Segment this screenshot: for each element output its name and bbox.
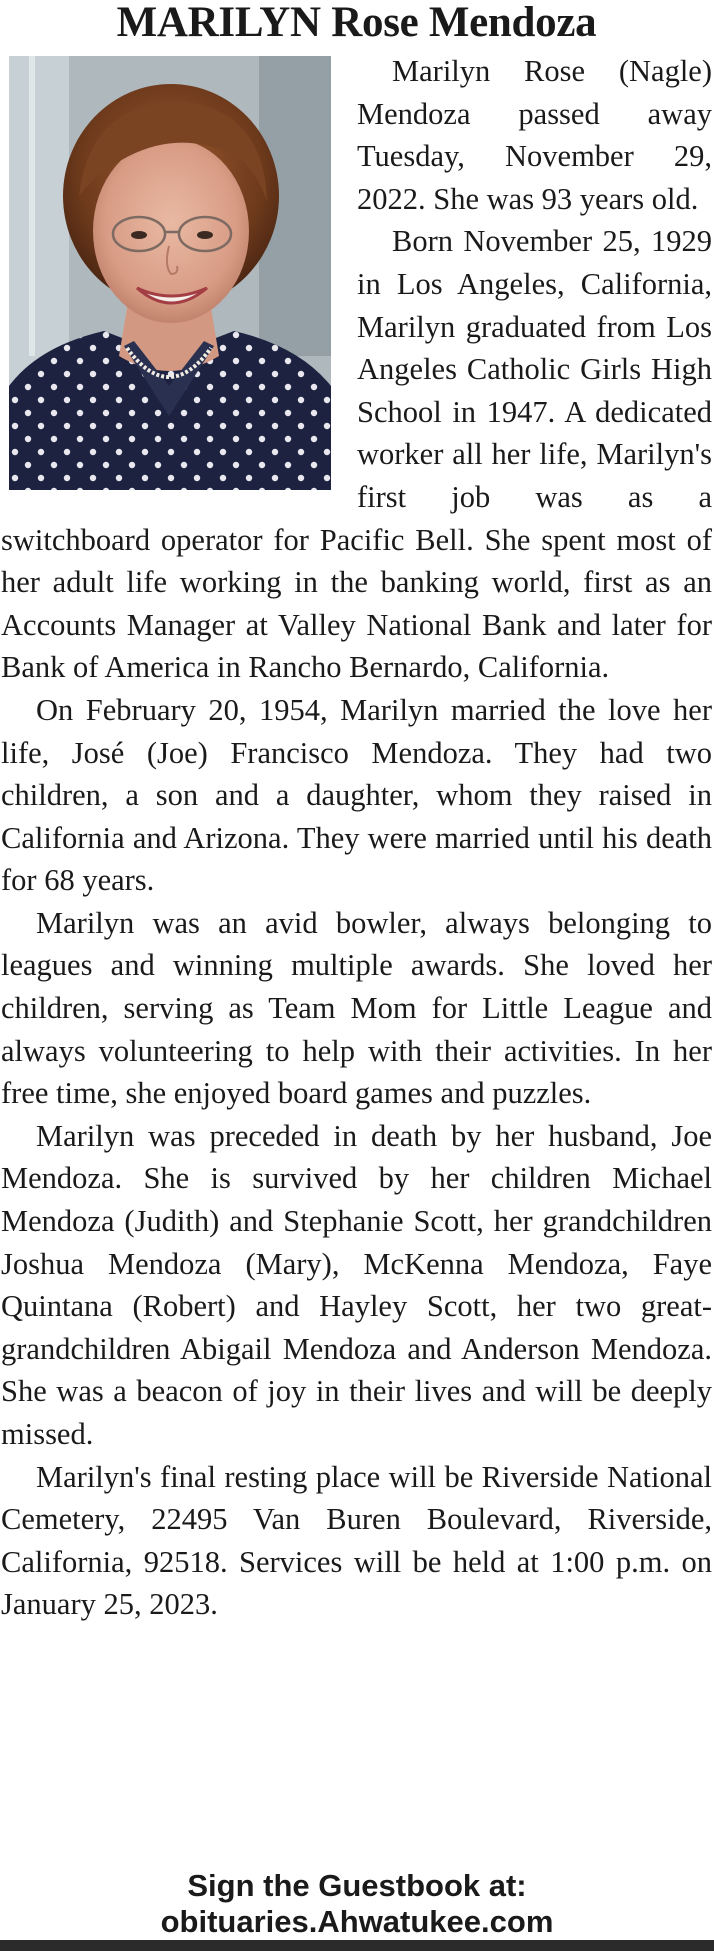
paragraph-1: Marilyn Rose (Nagle) Mendoza passed away Tuesday, November 29, 2022. She was 93 years old.: [357, 54, 712, 216]
guestbook-url: obituaries.Ahwatukee.com: [160, 1904, 554, 1939]
portrait-photo: [9, 56, 331, 490]
paragraph-5: Marilyn was preceded in death by her husband, Joe Mendoza. She is survived by her children Michael Mendoza (Judith) and Stephanie Scott, her grandchildren Joshua Mendoza (Mary), McKenna Mendoza, Faye Quintana (Robert) and Hayley Scott, her two great-grandchildren Abigail Mendoza and Anderson Mendoza. She was a beacon of joy in their lives and will be deeply missed.: [1, 1118, 712, 1451]
paragraph-6: Marilyn's final resting place will be Riverside National Cemetery, 22495 Van Buren Boulevard, Riverside, California, 92518. Services will be held at 1:00 p.m. on January 25, 2023.: [1, 1459, 712, 1622]
obituary-body: [1, 50, 712, 1626]
obituary-title: MARILYN Rose Mendoza: [116, 0, 597, 46]
paragraph-2: Born November 25, 1929 in Los Angeles, California, Marilyn graduated from Los Angeles Catholic Girls High School in 1947. A dedicated worker all her life, Marilyn's first job was as a switchboard operator for Pacific Bell. She spent most of her adult life working in the banking world, first as an Accounts Manager at Valley National Bank and later for Bank of America in Rancho Bernardo, California.: [1, 224, 712, 685]
guestbook-callout: [0, 1868, 714, 1940]
paragraph-3: On February 20, 1954, Marilyn married the love her life, José (Joe) Francisco Mendoza. They had two children, a son and a daughter, whom they raised in California and Arizona. They were married until his death for 68 years.: [1, 692, 712, 898]
guestbook-heading: Sign the Guestbook at:: [187, 1868, 527, 1903]
bottom-rule: [0, 1940, 714, 1951]
paragraph-4: Marilyn was an avid bowler, always belonging to leagues and winning multiple awards. She loved her children, serving as Team Mom for Little League and always volunteering to help with their activities. In her free time, she enjoyed board games and puzzles.: [1, 905, 712, 1111]
